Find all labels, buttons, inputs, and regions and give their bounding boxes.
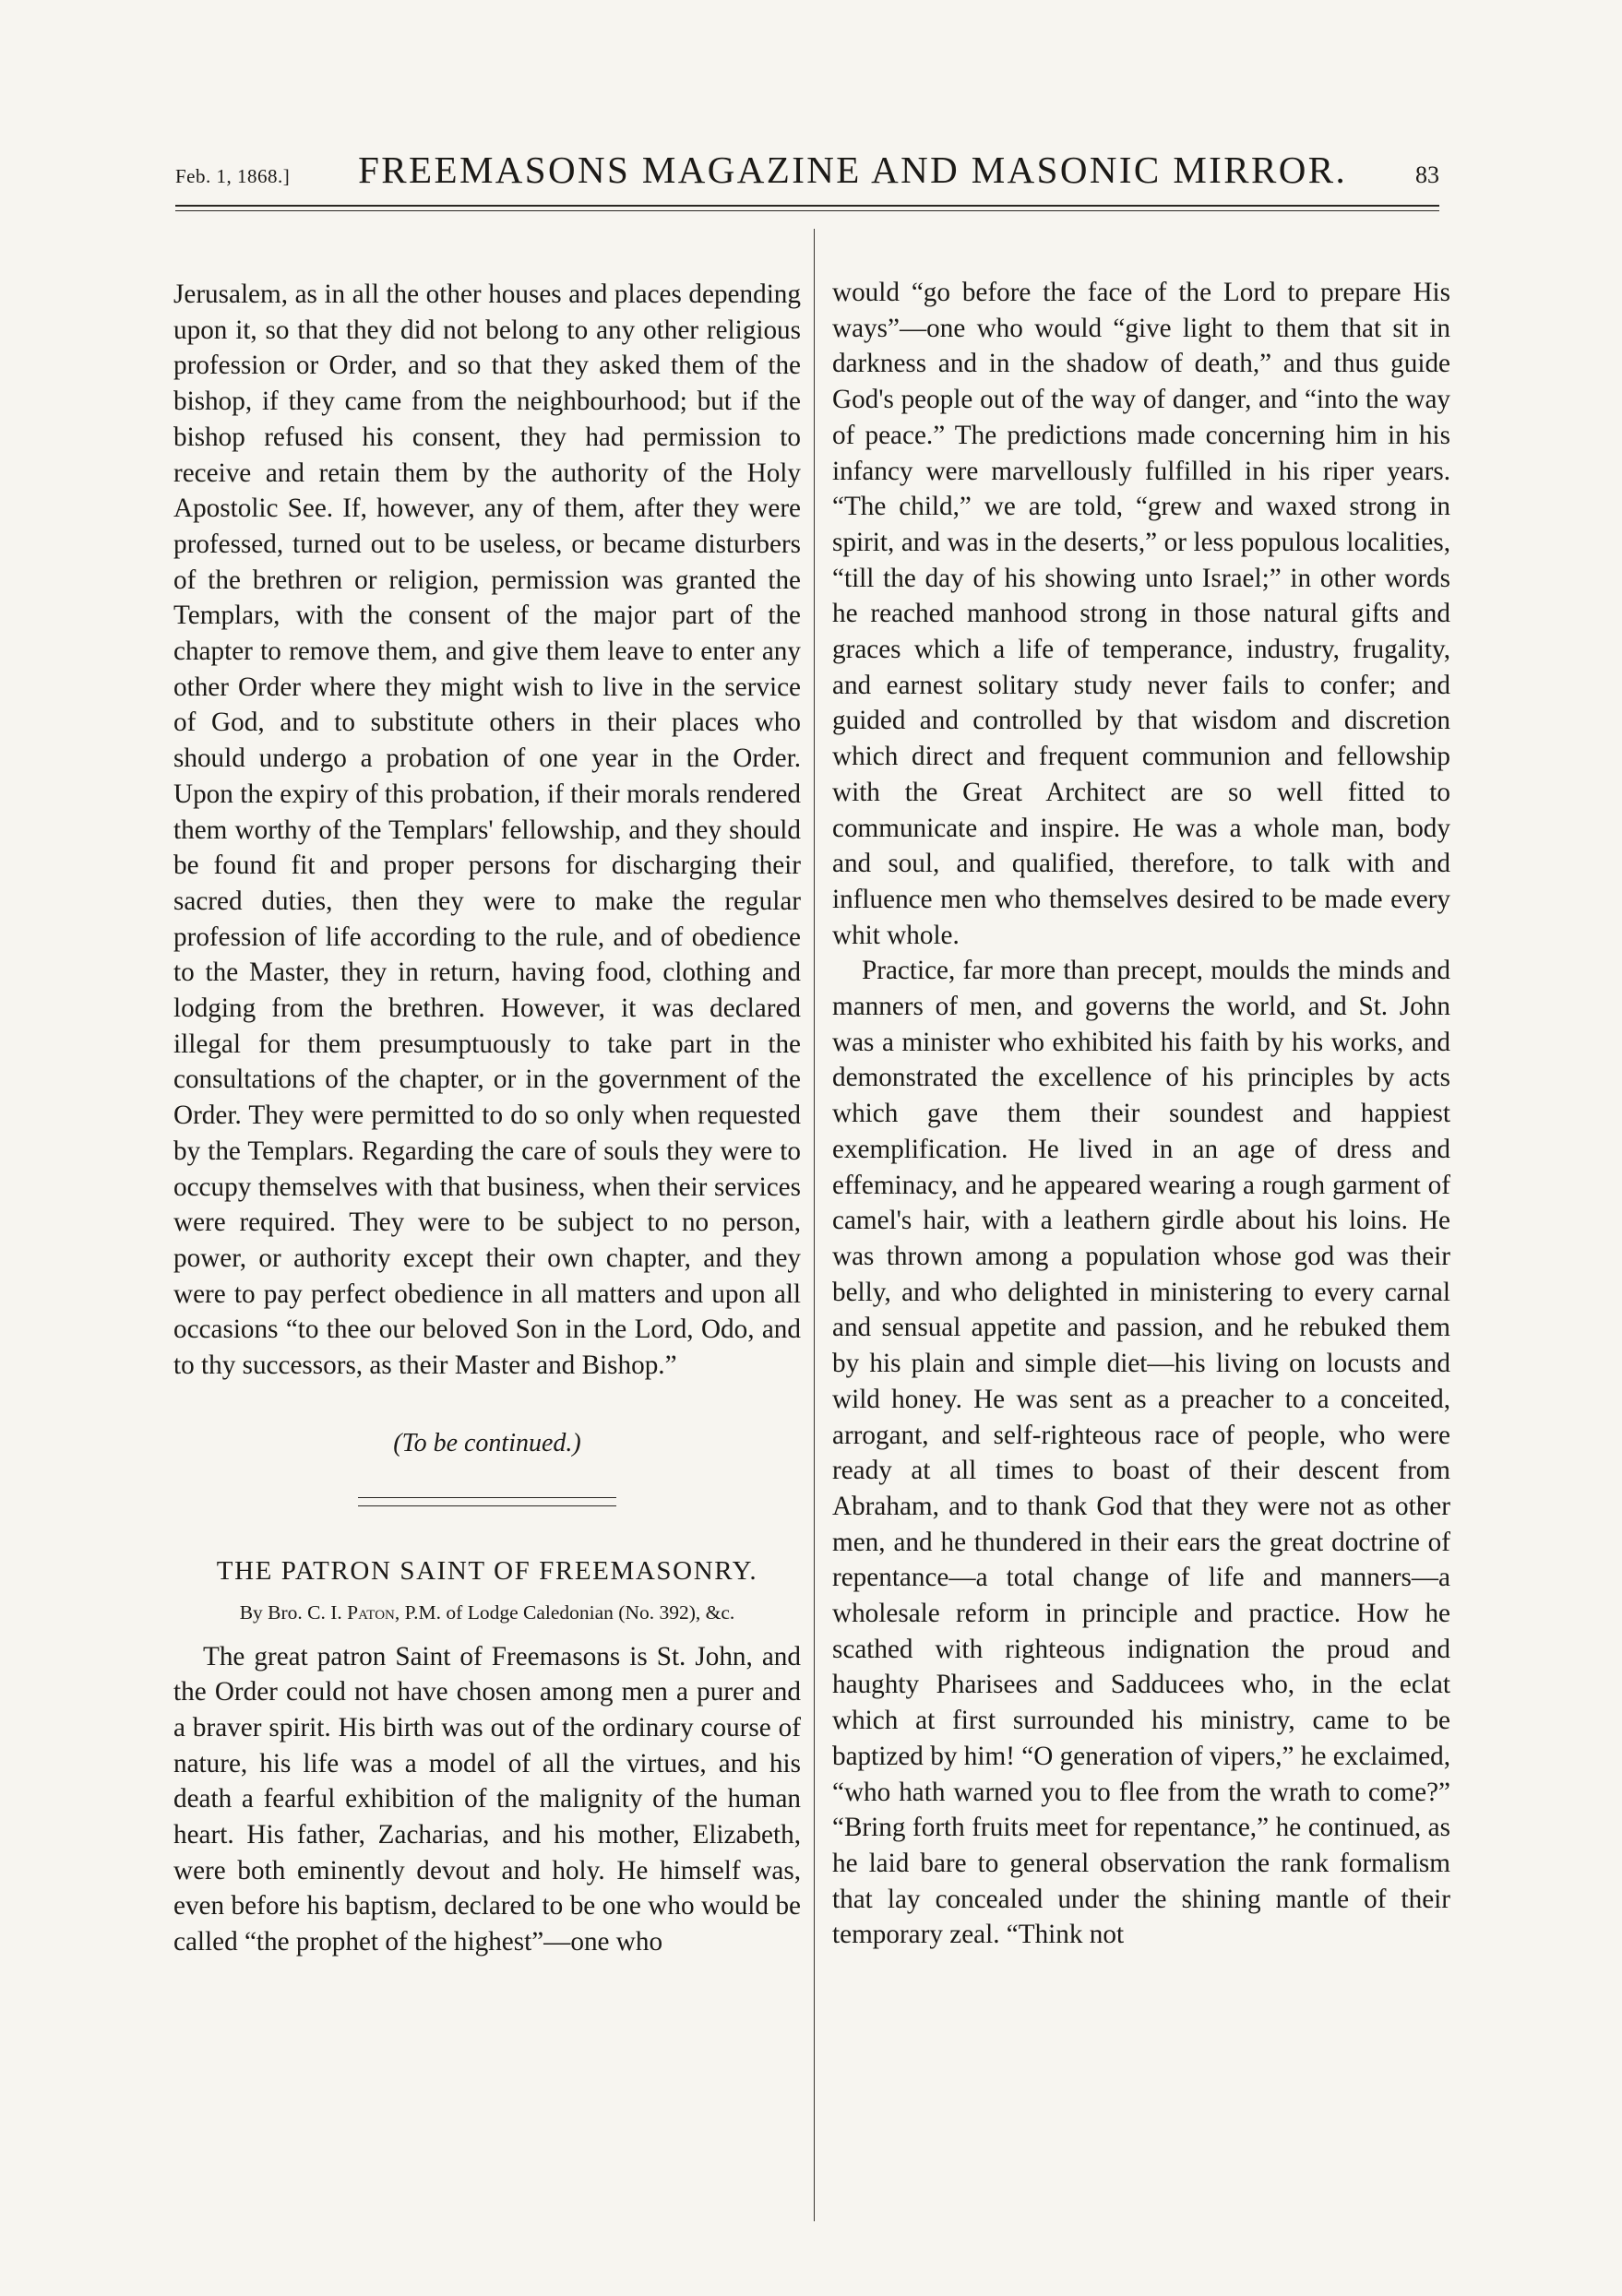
left-column [173, 277, 801, 1960]
to-be-continued: (To be continued.) [393, 1428, 581, 1457]
page-number: 83 [1414, 161, 1439, 188]
article-byline [173, 1599, 801, 1626]
patron-saint-paragraph-1: The great patron Saint of Freemasons is St. John, and the Order could not have chosen among men a purer and a braver spirit. His birth was out of the ordinary course of nature, his life was a model of all the virtues, and his death a fearful exhibition of the malignity of the human heart. His father, Zacharias, and his mother, Elizabeth, were both eminently devout and holy. He himself was, even before his baptism, declared to be one who would be called “the prophet of the highest”—one who [173, 1641, 801, 1957]
page-header [175, 148, 1439, 203]
article-title: THE PATRON SAINT OF FREEMASONRY. [216, 1555, 758, 1586]
header-rule-thin [175, 210, 1439, 211]
byline-suffix: , P.M. of Lodge Caledonian (No. 392), &c. [394, 1600, 735, 1624]
magazine-title: FREEMASONS MAGAZINE AND MASONIC MIRROR. [358, 149, 1348, 191]
byline-author: Paton [347, 1600, 395, 1624]
byline-prefix: By Bro. C. I. [239, 1600, 342, 1624]
patron-saint-paragraph-3: Practice, far more than precept, moulds the minds and manners of men, and governs the world, and St. John was a minister who exhibited his faith by his works, and demonstrated the excellence of his principles by acts which gave them their soundest and happiest exemplification. He lived in an age of dress and effeminacy, and he appeared wearing a rough garment of camel's hair, with a leathern girdle about his loins. He was thrown among a population whose god was their belly, and who delighted in ministering to every carnal and sensual appetite and passion, and he rebuked them by his plain and simple diet—his living on locusts and wild honey. He was sent as a preacher to a conceited, arrogant, and self-righteous race of people, who were ready at all times to boast of their descent from Abraham, and to thank God that they were not as other men, and he thundered in their ears the great doctrine of repentance—a total change of life and manners—a wholesale reform in principle and practice. How he scathed with righteous indignation the proud and haughty Pharisees and Sadducees who, in the eclat which at first surrounded his ministry, came to be baptized by him! “O generation of vipers,” he exclaimed, “who hath warned you to flee from the wrath to come?” “Bring forth fruits meet for repentance,” he continued, as he laid bare to general observation the rank formalism that lay concealed under the shining mantle of their temporary zeal. “Think not [832, 956, 1450, 1950]
issue-date: Feb. 1, 1868.] [175, 165, 291, 187]
patron-saint-paragraph-2: would “go before the face of the Lord to prepare His ways”—one who would “give light to them that sit in darkness and in the shadow of death,” and thus guide God's people out of the way of danger, and “into the way of peace.” The predictions made concerning him in his infancy were marvellously fulfilled in his riper years. “The child,” we are told, “grew and waxed strong in spirit, and was in the deserts,” or less populous localities, “till the day of his showing unto Israel;” in other words he reached manhood strong in those natural gifts and graces which a life of temperance, industry, frugality, and earnest solitary study never fails to confer; and guided and controlled by that wisdom and discretion which direct and frequent communion and fellowship with the Great Architect are so well fitted to communicate and inspire. He was a whole man, body and soul, and qualified, therefore, to talk with and influence men who themselves desired to be made every whit whole. [832, 278, 1450, 950]
header-rule [175, 205, 1439, 207]
column-divider [814, 229, 815, 2221]
section-separator [358, 1497, 616, 1506]
right-column [832, 275, 1450, 1953]
templars-paragraph: Jerusalem, as in all the other houses and places depending upon it, so that they did not belong to any other religious profession or Order, and so that they asked them of the bishop, if they came from the neighbourhood; but if the bishop refused his consent, they had permission to receive and retain them by the authority of the Holy Apostolic See. If, however, any of them, after they were professed, turned out to be useless, or became disturbers of the brethren or religion, permission was granted the Templars, with the consent of the major part of the chapter to remove them, and give them leave to enter any other Order where they might wish to live in the service of God, and to substitute others in their places who should undergo a probation of one year in the Order. Upon the expiry of this probation, if their morals rendered them worthy of the Templars' fellowship, and they should be found fit and proper persons for discharging their sacred duties, then they were to make the regular profession of life according to the rule, and of obedience to the Master, they in return, having food, clothing and lodging from the brethren. However, it was declared illegal for them presumptuously to take part in the consultations of the chapter, or in the government of the Order. They were permitted to do so only when requested by the Templars. Regarding the care of souls they were to occupy themselves with that business, when their services were required. They were to be subject to no person, power, or authority except their own chapter, and they were to pay perfect obedience in all matters and upon all occasions “to thee our beloved Son in the Lord, Odo, and to thy successors, as their Master and Bishop.” [173, 280, 801, 1381]
